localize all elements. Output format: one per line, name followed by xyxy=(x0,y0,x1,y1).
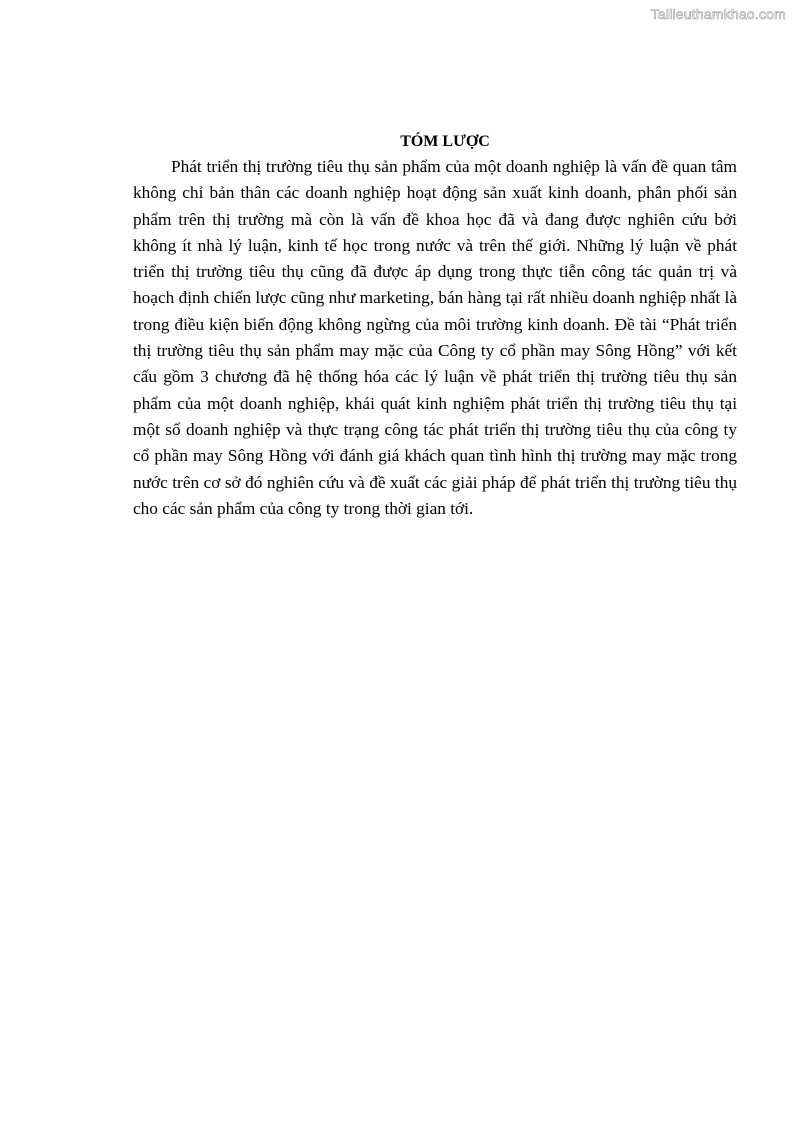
document-title: TÓM LƯỢC xyxy=(400,133,490,150)
document-page xyxy=(133,130,737,522)
abstract-paragraph: Phát triển thị trường tiêu thụ sản phẩm của một doanh nghiệp là vấn đề quan tâm không chỉ bản thân các doanh nghiệp hoạt động sản xuất kinh doanh, phân phối sản phẩm trên thị trường mà còn là vấn đề khoa học đã và đang được nghiên cứu bởi không ít nhà lý luận, kinh tế học trong nước và trên thế giới. Những lý luận về phát triển thị trường tiêu thụ cũng đã được áp dụng trong thực tiễn công tác quản trị và hoạch định chiến lược cũng như marketing, bán hàng tại rất nhiều doanh nghiệp nhất là trong điều kiện biến động không ngừng của môi trường kinh doanh. Đề tài “Phát triển thị trường tiêu thụ sản phẩm may mặc của Công ty cổ phần may Sông Hồng” với kết cấu gồm 3 chương đã hệ thống hóa các lý luận về phát triển thị trường tiêu thụ sản phẩm của một doanh nghiệp, khái quát kinh nghiệm phát triển thị trường tiêu thụ tại một số doanh nghiệp và thực trạng công tác phát triển thị trường tiêu thụ của công ty cổ phần may Sông Hồng với đánh giá khách quan tình hình thị trường may mặc trong nước trên cơ sở đó nghiên cứu và đề xuất các giải pháp để phát triển thị trường tiêu thụ cho các sản phẩm của công ty trong thời gian tới. xyxy=(133,157,737,518)
watermark: Tailieuthamkhao.com xyxy=(650,6,786,22)
